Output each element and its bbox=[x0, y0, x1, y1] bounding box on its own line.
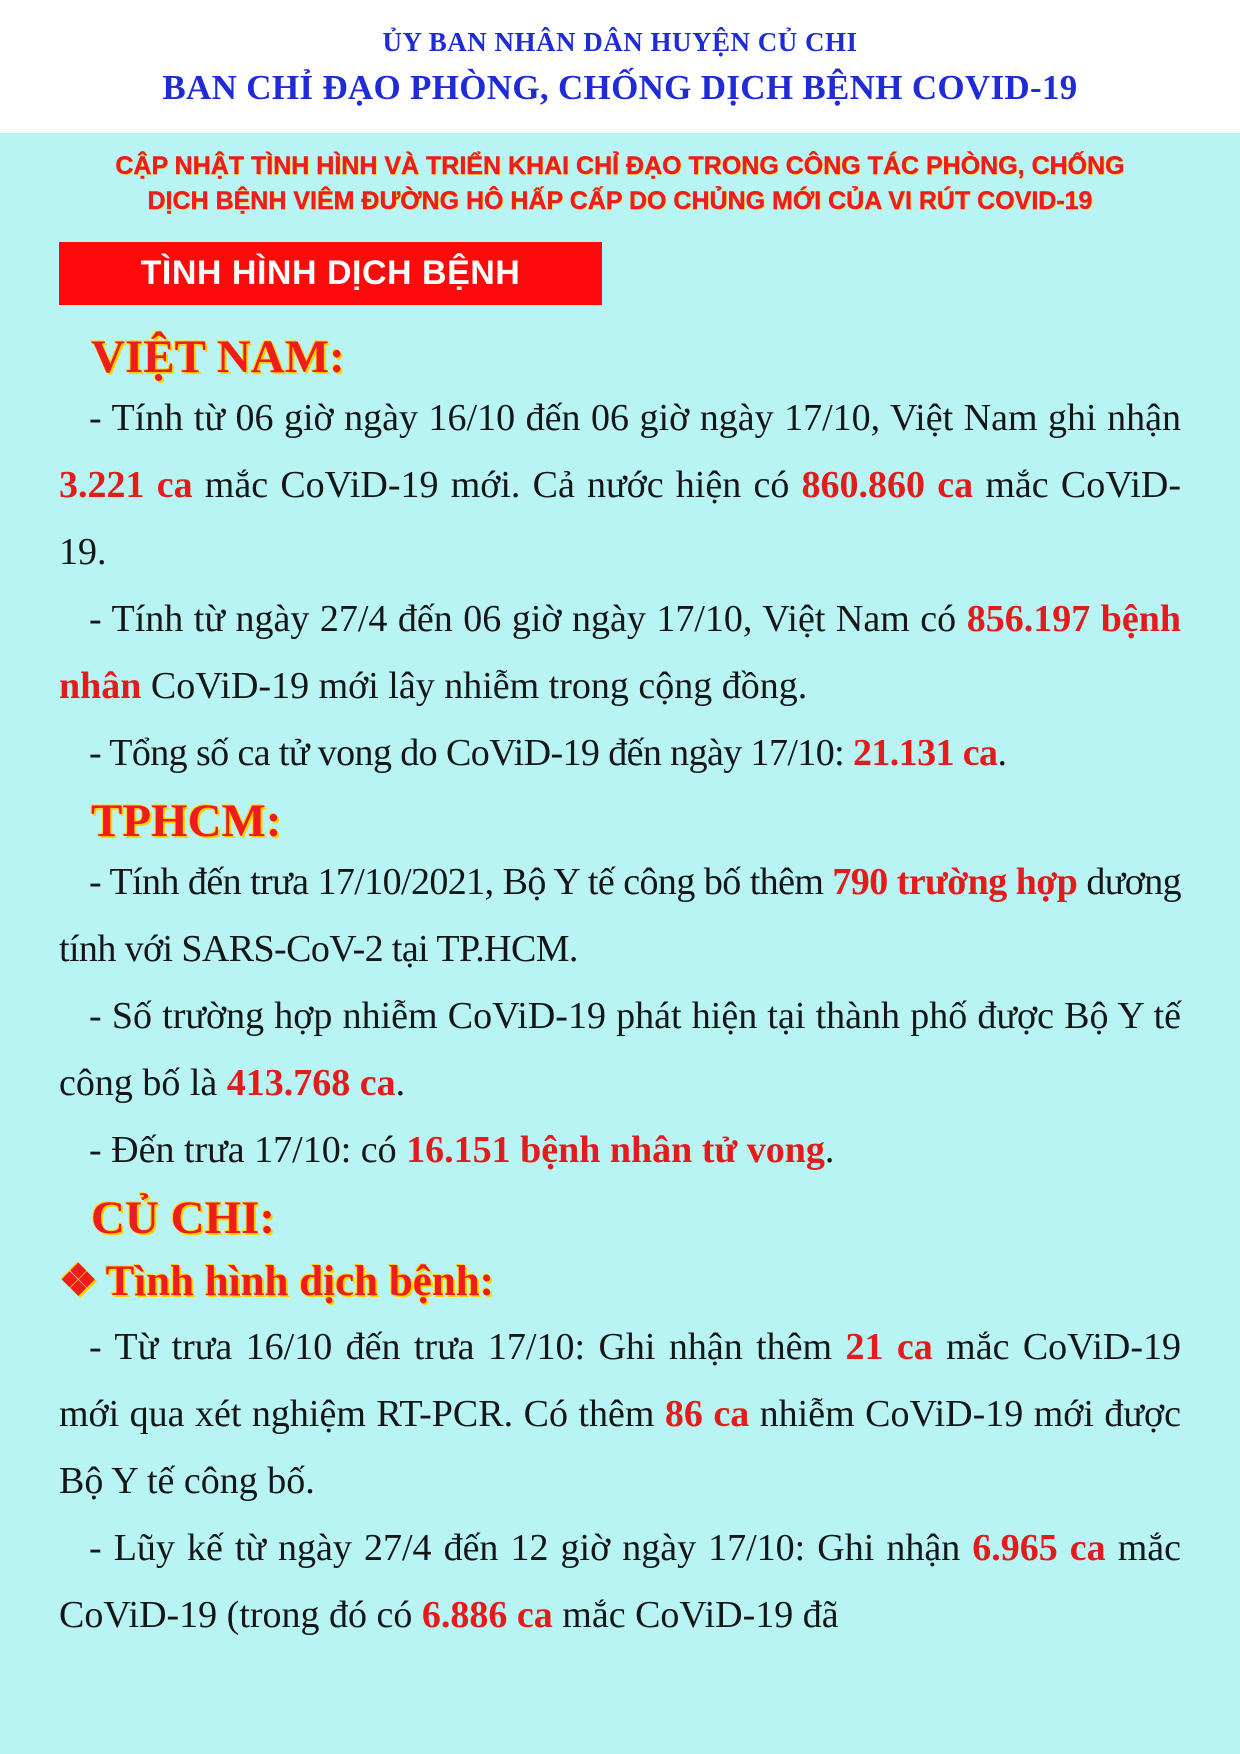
text: dương tính với SARS-CoV-2 tại TP.HCM. bbox=[59, 861, 1182, 970]
text: - Tính từ 06 giờ ngày 16/10 đến 06 giờ ngày 17/10, Việt Nam ghi nhận bbox=[89, 397, 1181, 439]
text: - Đến trưa 17/10: có bbox=[89, 1129, 407, 1171]
text: . bbox=[395, 1062, 406, 1104]
document-body bbox=[0, 329, 1240, 1649]
heading-vietnam: VIỆT NAM: bbox=[91, 331, 345, 383]
tphcm-paragraph-1 bbox=[59, 849, 1181, 983]
organization-name: ỦY BAN NHÂN DÂN HUYỆN CỦ CHI bbox=[382, 27, 858, 57]
text: - Tính từ ngày 27/4 đến 06 giờ ngày 17/10, Việt Nam có bbox=[89, 598, 967, 640]
tphcm-paragraph-3 bbox=[59, 1117, 1181, 1184]
subheading-situation bbox=[59, 1250, 1181, 1314]
vietnam-paragraph-3 bbox=[59, 720, 1181, 787]
section-title-banner bbox=[59, 242, 602, 305]
subtitle-line-1: CẬP NHẬT TÌNH HÌNH VÀ TRIỂN KHAI CHỈ ĐẠO TRONG CÔNG TÁC PHÒNG, CHỐNG bbox=[115, 152, 1125, 180]
vietnam-paragraph-2 bbox=[59, 586, 1181, 720]
text: mắc CoViD-19 mới qua xét nghiệm RT-PCR. Có thêm bbox=[59, 1326, 1181, 1435]
text: . bbox=[997, 732, 1007, 774]
highlight-total-cases: 413.768 ca bbox=[226, 1062, 396, 1104]
vietnam-paragraph-1 bbox=[59, 385, 1181, 586]
document-header bbox=[0, 0, 1240, 133]
subheading-text: Tình hình dịch bệnh: bbox=[105, 1258, 494, 1305]
highlight-community-cases: 856.197 bệnh nhân bbox=[59, 598, 1181, 707]
heading-cuchi: CỦ CHI: bbox=[91, 1192, 276, 1244]
diamond-bullet-icon: ❖ bbox=[59, 1258, 98, 1305]
text: - Số trường hợp nhiễm CoViD-19 phát hiện tại thành phố được Bộ Y tế công bố là bbox=[59, 995, 1181, 1104]
text: CoViD-19 mới lây nhiễm trong cộng đồng. bbox=[141, 665, 808, 707]
highlight-new-cases: 21 ca bbox=[845, 1326, 933, 1368]
highlight-new-cases: 3.221 ca bbox=[59, 464, 193, 506]
section-title: TÌNH HÌNH DỊCH BỆNH bbox=[140, 254, 521, 292]
highlight-cumulative-cases: 6.965 ca bbox=[972, 1527, 1106, 1569]
highlight-deaths: 21.131 ca bbox=[852, 732, 998, 774]
text: . bbox=[824, 1129, 835, 1171]
heading-tphcm: TPHCM: bbox=[91, 795, 282, 847]
committee-name: BAN CHỈ ĐẠO PHÒNG, CHỐNG DỊCH BỆNH COVID-19 bbox=[162, 68, 1078, 107]
highlight-new-cases: 790 trường hợp bbox=[832, 861, 1078, 903]
highlight-total-cases: 860.860 ca bbox=[801, 464, 974, 506]
tphcm-paragraph-2 bbox=[59, 983, 1181, 1117]
text: - Tổng số ca tử vong do CoViD-19 đến ngày 17/10: bbox=[89, 732, 853, 774]
highlight-deaths: 16.151 bệnh nhân tử vong bbox=[406, 1129, 825, 1171]
cuchi-paragraph-2 bbox=[59, 1515, 1181, 1649]
document-subtitle bbox=[0, 149, 1240, 219]
subtitle-line-2: DỊCH BỆNH VIÊM ĐƯỜNG HÔ HẤP CẤP DO CHỦNG MỚI CỦA VI RÚT COVID-19 bbox=[147, 187, 1093, 215]
text: - Tính đến trưa 17/10/2021, Bộ Y tế công bố thêm bbox=[89, 861, 833, 903]
text: mắc CoViD-19 đã bbox=[552, 1594, 839, 1636]
text: - Từ trưa 16/10 đến trưa 17/10: Ghi nhận thêm bbox=[89, 1326, 846, 1368]
text: nhiễm CoViD-19 mới được Bộ Y tế công bố. bbox=[59, 1393, 1181, 1502]
text: - Lũy kế từ ngày 27/4 đến 12 giờ ngày 17/10: Ghi nhận bbox=[89, 1527, 973, 1569]
text: mắc CoViD-19. bbox=[59, 464, 1182, 573]
cuchi-paragraph-1 bbox=[59, 1314, 1181, 1515]
text: mắc CoViD-19 mới. Cả nước hiện có bbox=[192, 464, 802, 506]
highlight-announced-cases: 86 ca bbox=[664, 1393, 750, 1435]
text: mắc CoViD-19 (trong đó có bbox=[59, 1527, 1181, 1636]
highlight-sub-cases: 6.886 ca bbox=[421, 1594, 553, 1636]
